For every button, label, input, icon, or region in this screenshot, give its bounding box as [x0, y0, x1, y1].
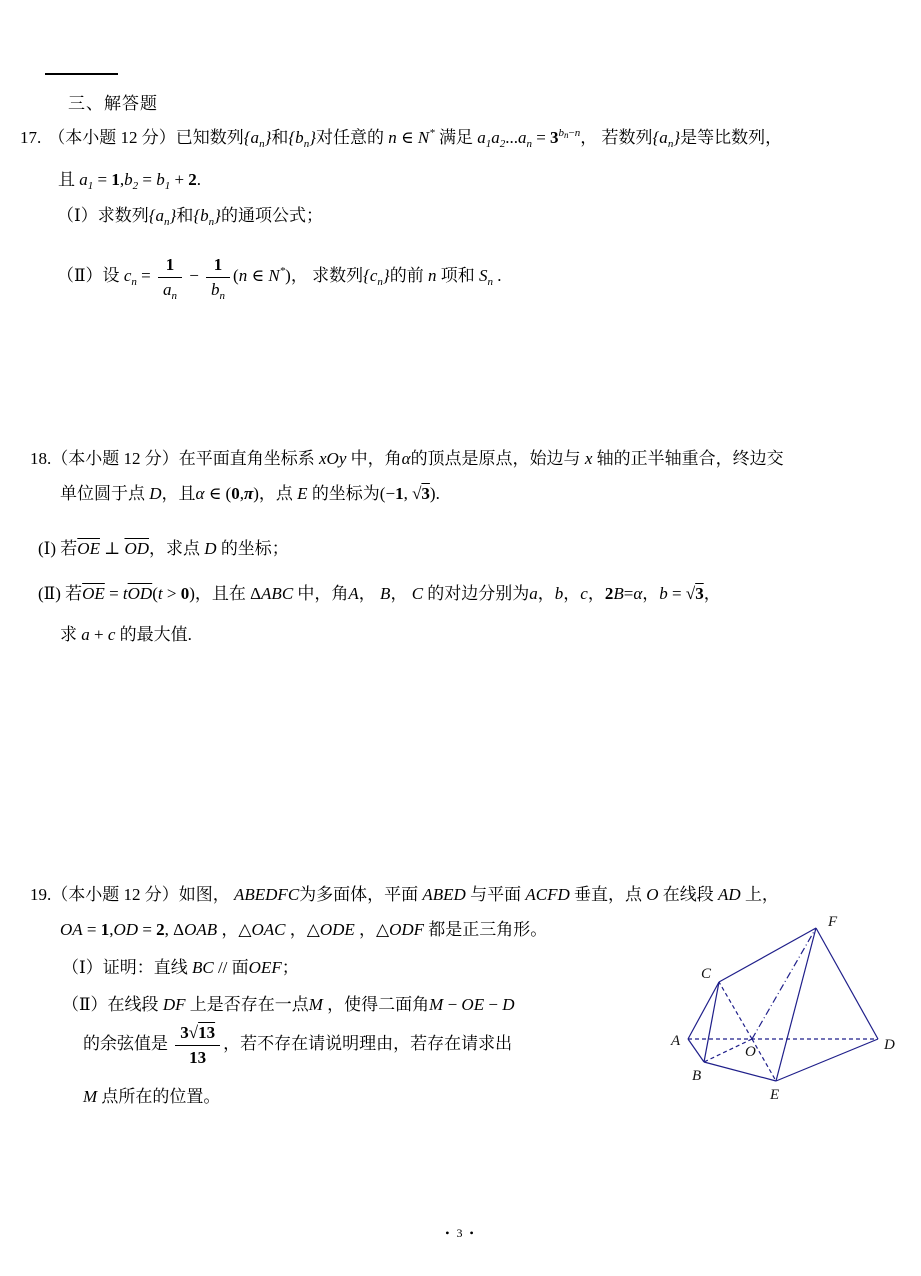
- problem-18-line-1: [30, 446, 784, 472]
- problem-18-part-2: (Ⅱ) 若$\overline{OE} = t\overline{OD}(t > 0)$，且在 ΔABC 中，角A， B， C 的对边分别为a，b，c，2B=α，b = √3，: [38, 584, 721, 603]
- section-header: 三、解答题: [68, 94, 158, 113]
- edge-CF: [719, 928, 816, 982]
- edge-ED: [776, 1039, 878, 1081]
- page-number: • 3 •: [445, 1226, 476, 1240]
- vertex-label-B: B: [692, 1068, 702, 1084]
- answer-blank-line: [45, 73, 118, 75]
- edge-OF-hidden: [752, 928, 816, 1039]
- problem-19-part-2-end: M 点所在的位置。: [83, 1087, 221, 1106]
- vertex-label-O: O: [745, 1044, 756, 1060]
- edge-AC: [688, 982, 719, 1039]
- edge-DF: [816, 928, 878, 1039]
- problem-17-line-1: [20, 125, 782, 151]
- problem-18-line-2: 单位圆于点 D，且α ∈ (0,π)，点 E 的坐标为(−1, √3).: [60, 484, 440, 503]
- problem-19-part-2-cont: 的余弦值是 $\frac{3√13}{13}$ ，若不存在请说明理由，若存在请求出: [83, 1023, 513, 1067]
- problem-19-part-1: （Ⅰ）证明：直线 BC // 面OEF；: [62, 958, 299, 977]
- edge-OC-hidden: [719, 982, 752, 1039]
- problem-18-part-2-cont: 求 a + c 的最大值.: [60, 625, 192, 644]
- problem-18-part-1: (Ⅰ) 若$\overline{OE}$ ⊥ $\overline{OD}$，求点 D 的坐标；: [38, 539, 289, 558]
- figure-edges: [688, 928, 878, 1081]
- edge-BC: [704, 982, 719, 1062]
- problem-19-statement: （本小题 12 分）如图， ABEDFC为多面体，平面 ABED 与平面 ACFD 垂直，点 O 在线段 AD 上，: [51, 885, 779, 904]
- problem-17-part-2: （Ⅱ）设 $c_n$ = $\frac{1}{a_n}$ − $\frac{1}{b_n}$ (n ∈ N*)， 求数列$\{c_n\}$的前 n 项和 $S_n$ .: [57, 255, 502, 302]
- edge-AB: [688, 1039, 704, 1062]
- edge-EF: [776, 928, 816, 1081]
- vertex-label-F: F: [828, 914, 838, 930]
- problem-19-line-2: OA = 1,OD = 2, ΔOAB ，△OAC ，△ODE ，△ODF 都是正三角形。: [60, 920, 548, 939]
- problem-19-part-2: （Ⅱ）在线段 DF 上是否存在一点M ，使得二面角M − OE − D: [62, 995, 515, 1014]
- problem-18-statement: （本小题 12 分）在平面直角坐标系 xOy 中，角α的顶点是原点，始边与 x 轴的正半轴重合，终边交: [51, 449, 784, 468]
- problem-19-number: 19.: [30, 885, 52, 904]
- problem-19-line-1: [30, 882, 779, 908]
- problem-17-statement: （本小题 12 分）已知数列$\{a_n\}$和$\{b_n\}$对任意的 n ∈ N* 满足 $a_1a_2...a_n = 3^{b_n-n}$， 若数列$\{a_n\}$是等比数列，: [48, 127, 783, 150]
- vertex-label-A: A: [671, 1033, 681, 1049]
- edge-BE: [704, 1062, 776, 1081]
- problem-17-part-1: （Ⅰ）求数列$\{a_n\}$和$\{b_n\}$的通项公式；: [57, 206, 323, 228]
- vertex-label-D: D: [884, 1037, 895, 1053]
- problem-18-number: 18.: [30, 449, 52, 468]
- problem-17-number: 17.: [20, 128, 42, 147]
- polyhedron-figure: [668, 898, 908, 1113]
- vertex-label-C: C: [701, 966, 712, 982]
- problem-17-line-2: 且 $a_1 = 1,b_2 = b_1 + 2$.: [58, 170, 202, 192]
- vertex-label-E: E: [770, 1087, 780, 1103]
